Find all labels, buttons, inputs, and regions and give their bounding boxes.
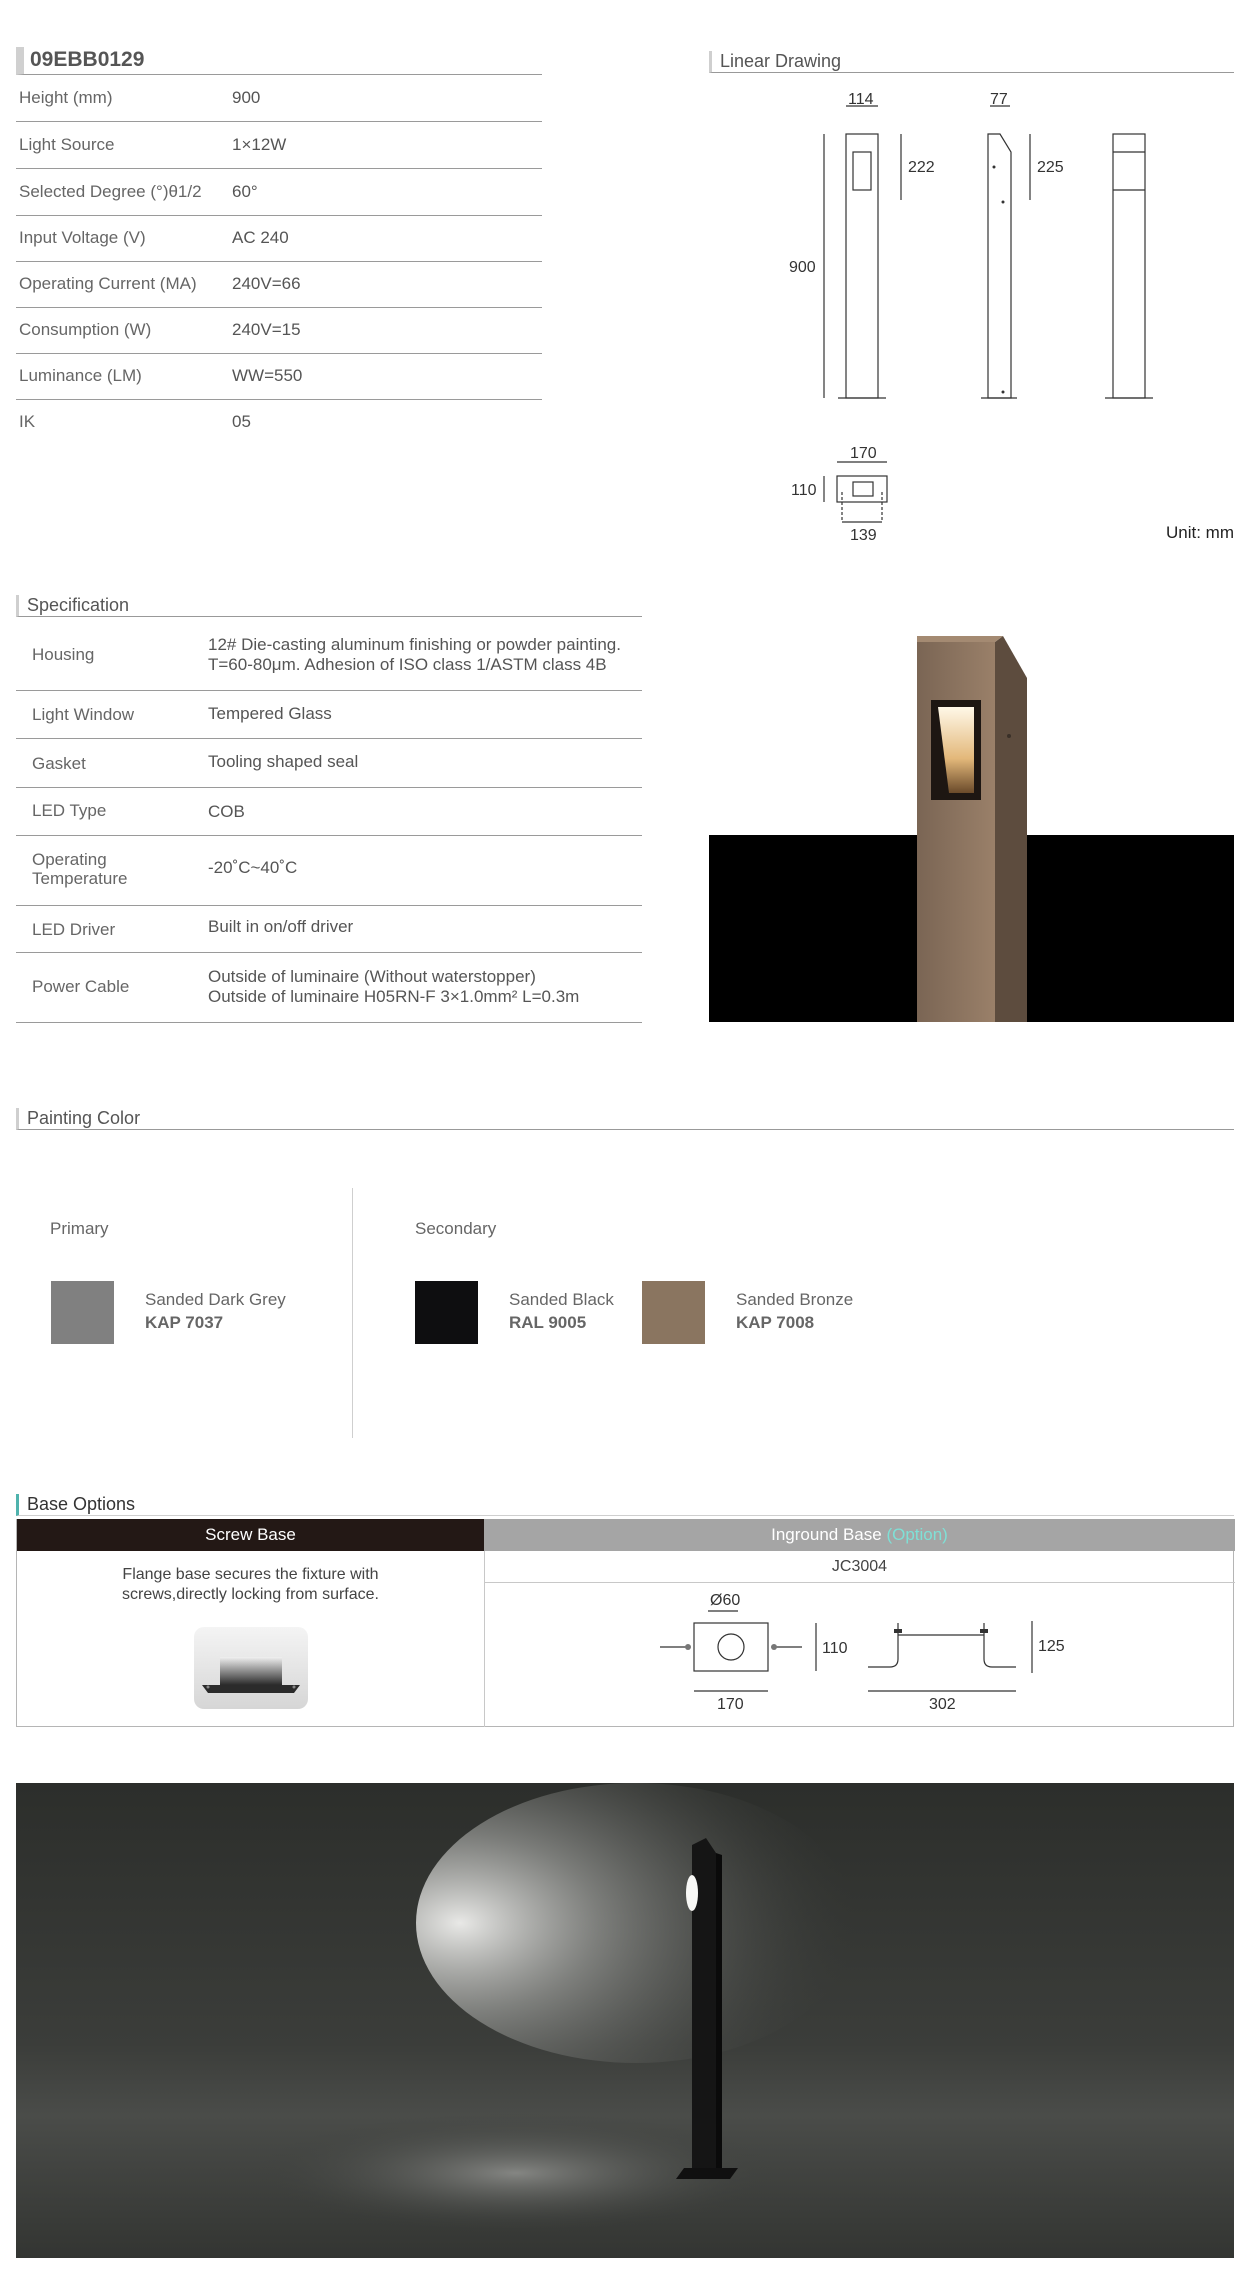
spec-value: COB — [208, 802, 245, 821]
secondary-label: Secondary — [415, 1219, 497, 1238]
spec-key: Housing — [32, 645, 95, 664]
dim-height-anchor: 125 — [1038, 1638, 1065, 1655]
spec-value: Built in on/off driver — [208, 917, 354, 936]
dim-side-width: 77 — [990, 91, 1008, 108]
screw-base-header: Screw Base — [17, 1519, 484, 1551]
dim-base-width: 170 — [850, 445, 877, 462]
spec-value: 1×12W — [232, 135, 287, 154]
spec-row-operating-current — [16, 262, 542, 308]
spec-key: IK — [19, 412, 36, 431]
spec-value: 60° — [232, 182, 258, 201]
spec-value: 240V=66 — [232, 274, 301, 293]
specification-title: Specification — [16, 595, 642, 617]
swatch-sanded-bronze — [642, 1281, 705, 1344]
spec-row-led-type — [16, 788, 642, 836]
spec-value: Tooling shaped seal — [208, 752, 359, 771]
spec-row-led-driver — [16, 906, 642, 953]
spec-row-housing — [16, 618, 642, 691]
spec-key: Power Cable — [32, 977, 130, 996]
spec-key: Operating Current (MA) — [19, 274, 197, 293]
spec-key: Operating — [32, 850, 107, 869]
spec-row-luminance — [16, 354, 542, 400]
dim-diameter: Ø60 — [710, 1592, 741, 1609]
spec-row-consumption — [16, 308, 542, 354]
spec-key: Gasket — [32, 754, 86, 773]
night-scene-image — [16, 1783, 1234, 2258]
color-code: KAP 7037 — [145, 1313, 224, 1332]
spec-row-power-cable — [16, 953, 642, 1023]
screw-base-desc-line2: screws,directly locking from surface. — [122, 1586, 379, 1603]
base-options-title: Base Options — [16, 1494, 1234, 1516]
painting-color-title: Painting Color — [16, 1108, 1234, 1130]
option-label: (Option) — [886, 1525, 948, 1544]
base-options-table — [16, 1519, 1234, 1727]
spec-value-line2: Outside of luminaire H05RN-F 3×1.0mm² L=0.3m — [208, 987, 580, 1006]
dim-base-hole: 139 — [850, 527, 877, 544]
spec-value: 05 — [232, 412, 251, 431]
spec-key: Luminance (LM) — [19, 366, 142, 385]
spec-key: Input Voltage (V) — [19, 228, 146, 247]
linear-drawing — [700, 90, 1240, 550]
screw-base-desc — [17, 1565, 484, 1605]
spec-row-selected-degree — [16, 170, 542, 216]
dim-side-window: 225 — [1037, 159, 1064, 176]
spec-value-line2: T=60-80μm. Adhesion of ISO class 1/ASTM class 4B — [208, 655, 607, 674]
dim-width-plan: 170 — [717, 1696, 744, 1713]
color-divider — [352, 1188, 353, 1438]
spec-row-light-source — [16, 123, 542, 169]
spec-value: 900 — [232, 88, 261, 107]
spec-row-ik — [16, 400, 542, 446]
dim-height-plan: 110 — [822, 1640, 848, 1657]
spec-value: 240V=15 — [232, 320, 301, 339]
spec-value: Outside of luminaire (Without waterstopper) — [208, 967, 536, 986]
color-code: KAP 7008 — [736, 1313, 815, 1332]
screw-base-image — [194, 1627, 308, 1709]
color-name: Sanded Bronze — [736, 1290, 854, 1309]
spec-value: WW=550 — [232, 366, 303, 385]
spec-key: Light Window — [32, 705, 135, 724]
product-image — [709, 616, 1234, 1022]
inground-base-header — [484, 1519, 1235, 1551]
inground-base-label: Inground Base — [771, 1525, 887, 1544]
inground-model: JC3004 — [484, 1551, 1235, 1583]
spec-key-line2: Temperature — [32, 869, 128, 888]
spec-row-gasket — [16, 739, 642, 788]
spec-row-operating-temperature — [16, 836, 642, 906]
spec-value: AC 240 — [232, 228, 289, 247]
unit-label: Unit: mm — [1166, 523, 1234, 542]
product-code: 09EBB0129 — [16, 47, 542, 75]
dim-front-window: 222 — [908, 159, 935, 176]
spec-key: Light Source — [19, 135, 115, 154]
dim-base-depth: 110 — [791, 482, 817, 499]
spec-key: LED Type — [32, 801, 107, 820]
primary-label: Primary — [50, 1219, 109, 1238]
dim-height: 900 — [789, 259, 816, 276]
spec-value: Tempered Glass — [208, 704, 332, 723]
spec-key: Consumption (W) — [19, 320, 152, 339]
spec-row-height — [16, 76, 542, 122]
dim-width-anchor: 302 — [929, 1696, 956, 1713]
spec-key: Height (mm) — [19, 88, 113, 107]
swatch-sanded-dark-grey — [51, 1281, 114, 1344]
spec-key: LED Driver — [32, 920, 116, 939]
spec-row-light-window — [16, 691, 642, 739]
spec-row-input-voltage — [16, 216, 542, 262]
inground-base-drawing — [484, 1583, 1235, 1727]
spec-key: Selected Degree (°)θ1/2 — [19, 182, 202, 201]
swatch-sanded-black — [415, 1281, 478, 1344]
color-code: RAL 9005 — [509, 1313, 587, 1332]
color-name: Sanded Dark Grey — [145, 1290, 286, 1309]
spec-value: -20˚C~40˚C — [208, 858, 298, 877]
spec-value: 12# Die-casting aluminum finishing or powder painting. — [208, 635, 621, 654]
screw-base-desc-line1: Flange base secures the fixture with — [122, 1566, 379, 1583]
linear-drawing-title: Linear Drawing — [709, 51, 1234, 73]
color-name: Sanded Black — [509, 1290, 614, 1309]
dim-front-width: 114 — [848, 91, 874, 108]
